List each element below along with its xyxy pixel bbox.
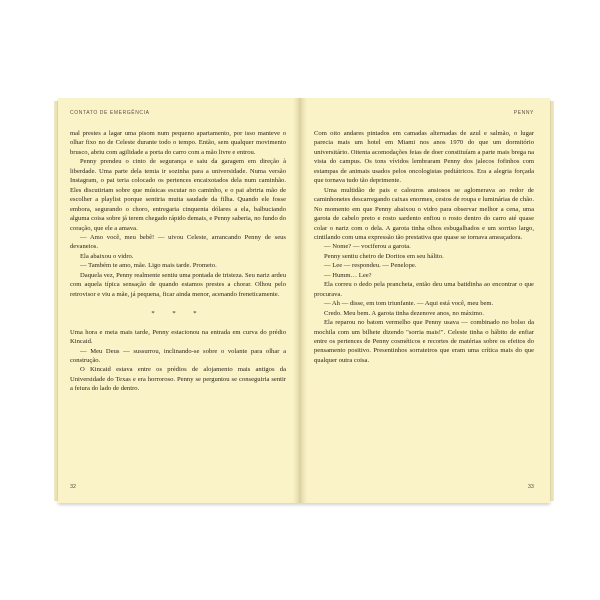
page-number-right: 33 bbox=[527, 484, 534, 490]
paragraph: — Ah — disse, em tom triunfante. — Aqui está você, meu bem. bbox=[324, 300, 494, 308]
paragraph: — Meu Deus — sussurrou, inclinando-se sobre o volante para olhar a construção. bbox=[70, 347, 286, 364]
book-spine bbox=[293, 98, 307, 503]
right-page-text bbox=[314, 129, 534, 365]
paragraph: Ela abaixou o vidro. bbox=[80, 252, 134, 260]
running-head-left: CONTATO DE EMERGÊNCIA bbox=[70, 110, 150, 116]
right-page bbox=[314, 98, 534, 503]
paragraph: O Kincaid estava entre os prédios de alojamento mais antigos da Universidade do Texas e era horroroso. Penny se perguntou se conseguiria sentir a feiura do lado de dentro. bbox=[70, 366, 286, 393]
paragraph: Penny sentiu cheiro de Doritos em seu hálito. bbox=[324, 252, 444, 260]
running-head-right: PENNY bbox=[513, 110, 534, 116]
left-page bbox=[70, 98, 286, 503]
paragraph: — Humm… Lee? bbox=[324, 271, 372, 279]
paragraph: — Nome? — vociferou a garota. bbox=[324, 243, 411, 251]
paragraph: — Também te amo, mãe. Ligo mais tarde. Prometo. bbox=[80, 262, 217, 270]
paragraph: mal prestes a lagar uma pisom num pequeno apartamento, por isso manteve o olhar fixo no de Celeste durante todo o tempo. Então, sem qualquer movimento brusco, abriu com agilidade a porta do carro com a mão livre e entrou. bbox=[70, 130, 286, 156]
paragraph: Com oito andares pintados em camadas alternadas de azul e salmão, o lugar parecia mais um hotel em Miami nos anos 1970 do que um dormitório universitário. Oitenta acomodações feias de doer constituíam a parte mais brega na vista do campus. Os tons vívidos lembraram Penny dos jalecos fofinhos com estampas de animais usados pelos oncologistas pediátricos. Era a alegria forçada que tornava tudo tão deprimente. bbox=[314, 130, 534, 185]
paragraph: Ela correu o dedo pela prancheta, então deu uma batidinha ao encontrar o que procurava. bbox=[314, 281, 534, 298]
page-number-left: 32 bbox=[70, 484, 77, 490]
paragraph: Daquela vez, Penny realmente sentiu uma pontada de tristeza. Seu nariz ardeu com aquela típica sensação de quando estamos prestes a chorar. Olhou pelo retrovisor e viu a mãe, já pequena, ficar ainda menor, acenando freneticamente. bbox=[70, 271, 286, 298]
left-page-text bbox=[70, 129, 286, 394]
paragraph: Credo. Meu bem. A garota tinha dezenove anos, no máximo. bbox=[324, 309, 484, 317]
paragraph: Uma hora e meia mais tarde, Penny estacionou na entrada em curva do prédio Kincaid. bbox=[70, 328, 286, 346]
paragraph: — Lee — respondeu. — Penelope. bbox=[324, 262, 417, 270]
paragraph: Uma multidão de pais e calouros ansiosos se aglomerava ao redor de caminhonetes descarregando caixas enormes, cestos de roupa e luminárias de chão. No momento em que Penny abaixou o vidro para observar melhor a cena, uma garota de cabelo preto e rosto sardento enfiou o rosto dentro do carro até quase colar o nariz com o dela. A garota tinha olhos esbugalhados e um sorriso largo, cintilando com uma expressão tão prestativa que quase se tornava ameaçadora. bbox=[314, 186, 534, 241]
paragraph: — Amo você, meu bebê! — uivou Celeste, arrancando Penny de seus devaneios. bbox=[70, 233, 286, 251]
paragraph: Penny prendeu o cinto de segurança e saiu da garagem em direção à liberdade. Uma parte dela temia ir sozinha para a universidade. Numa versão Instagram, o pai teria colocado os pertences encaixotados dela num caminhão. Eles discutiriam sobre que músicas escutar no caminho, e o pai abriria mão de escolher a playlist porque sentiria muita saudade da filha. Quando ele fosse embora, segurando o choro, entregaria cinquenta dólares a ela, balbuciando alguma coisa sobre já terem chegado rápido demais, e Penny saberia, no fundo do coração, que ele a amava. bbox=[70, 158, 286, 232]
paragraph: Ela reparou no batom vermelho que Penny usava — combinado no bolso da mochila com um bilhete dizendo "sorria mais!". Celeste tinha o hábito de enfiar entre os pertences de Penny cosméticos e recortes de matérias sobre os efeitos do pensamento positivo. Presentinhos sorrateiros que eram uma crítica mais do que qualquer outra coisa. bbox=[314, 319, 534, 364]
scene-break: * * * bbox=[151, 309, 205, 317]
